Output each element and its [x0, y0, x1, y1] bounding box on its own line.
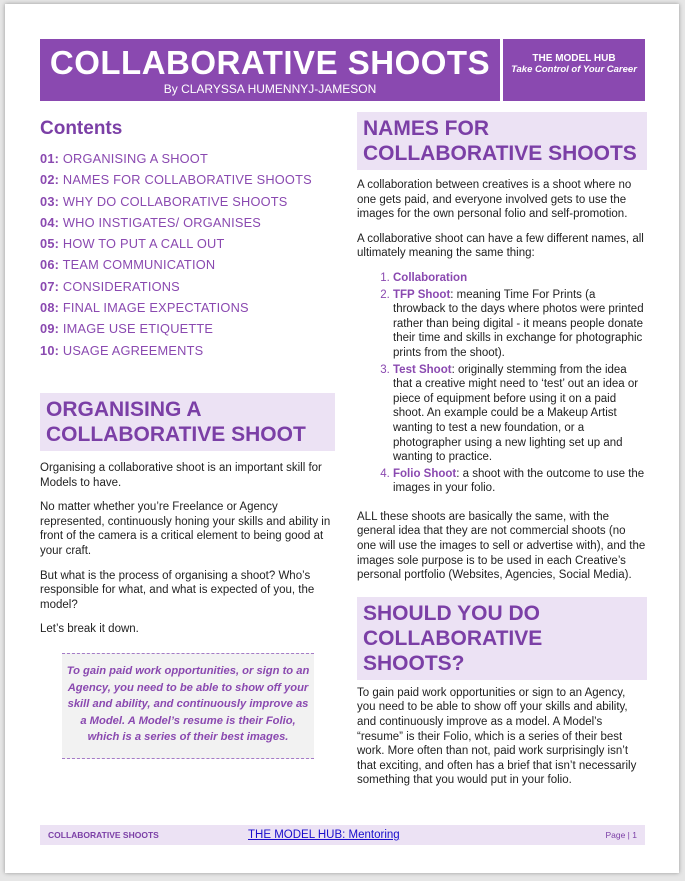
toc-number: 08: [40, 300, 60, 316]
toc-number: 07: [40, 278, 60, 294]
list-item [393, 467, 647, 496]
toc-item[interactable] [40, 297, 335, 318]
toc-number: 10: [40, 342, 60, 358]
document-page [5, 4, 679, 873]
toc-item[interactable] [40, 212, 335, 233]
list-term: Test Shoot [393, 363, 452, 376]
brand-box [503, 39, 645, 101]
list-text: : originally stemming from the idea that a creative might need to ‘test’ out an idea or piece of equipment before using it on a paid shoot. An example could be a Makeup Artist wanting to test a new foundation, or a photographer using a new lighting set up and wanting to practice. [393, 363, 639, 464]
list-item [393, 288, 647, 361]
paragraph: No matter whether you’re Freelance or Agency represented, continuously honing your skills and ability in front of the camera is a critical element to being good at your craft. [40, 501, 331, 557]
toc-label: TEAM COMMUNICATION [62, 257, 216, 273]
toc-number: 01: [40, 151, 60, 166]
page-label: Page | [605, 830, 630, 840]
toc-number: 03: [40, 193, 60, 209]
left-column [40, 112, 335, 759]
names-list [357, 271, 647, 496]
toc-label: NAMES FOR COLLABORATIVE SHOOTS [62, 172, 312, 188]
toc-number: 02: [40, 172, 60, 188]
page-num: 1 [632, 830, 637, 840]
footer-title: COLLABORATIVE SHOOTS [48, 830, 159, 840]
toc-number: 05: [40, 236, 60, 252]
contents-heading: Contents [40, 118, 123, 139]
pull-quote: To gain paid work opportunities, or sign to an Agency, you need to be able to show off your skill and ability, and continuously improve as a Model. A Model’s resume is their Folio, which is a series of their best images. [62, 653, 314, 759]
brand-tagline: Take Control of Your Career [511, 64, 637, 75]
paragraph: Let’s break it down. [40, 623, 139, 636]
list-term: TFP Shoot [393, 288, 451, 301]
author-byline: By CLARYSSA HUMENNYJ-JAMESON [163, 82, 377, 96]
table-of-contents [40, 148, 335, 361]
footer-link[interactable]: THE MODEL HUB: Mentoring [248, 829, 400, 841]
document-title: COLLABORATIVE SHOOTS [49, 44, 491, 81]
toc-item[interactable] [40, 148, 335, 169]
list-term: Folio Shoot [393, 467, 457, 480]
toc-label: USAGE AGREEMENTS [62, 342, 204, 358]
section-heading-why: SHOULD YOU DO COLLABORATIVE SHOOTS? [357, 597, 647, 680]
toc-label: IMAGE USE ETIQUETTE [62, 321, 214, 337]
toc-label: ORGANISING A SHOOT [62, 151, 208, 166]
brand-name: THE MODEL HUB [532, 53, 616, 64]
list-item [393, 363, 647, 465]
toc-number: 09: [40, 321, 60, 337]
toc-label: CONSIDERATIONS [62, 278, 180, 294]
paragraph: But what is the process of organising a shoot? Who’s responsible for what, and what is expected of you, the model? [40, 569, 315, 611]
toc-label: HOW TO PUT A CALL OUT [62, 236, 225, 252]
paragraph: To gain paid work opportunities or sign to an Agency, you need to be able to show off your skills and ability, and continuously improve as a model. A Model’s “resume” is their Folio, which is a series of their best work. More often than not, paid work surprisingly isn’t that exciting, and often has a brief that isn’t necessarily something that you would put in your folio. [357, 686, 637, 787]
page-header [40, 39, 645, 101]
list-text: : a shoot with the outcome to use the images in your folio. [393, 467, 645, 495]
right-column [357, 112, 647, 798]
paragraph: A collaborative shoot can have a few different names, all ultimately meaning the same thing: [357, 232, 644, 260]
page-footer [40, 825, 645, 845]
title-banner [40, 39, 500, 101]
toc-item[interactable] [40, 169, 335, 190]
section-heading-organising: ORGANISING A COLLABORATIVE SHOOT [40, 393, 335, 451]
list-item [393, 271, 647, 286]
toc-label: WHY DO COLLABORATIVE SHOOTS [62, 193, 288, 209]
toc-item[interactable] [40, 276, 335, 297]
toc-number: 06: [40, 257, 60, 273]
toc-item[interactable] [40, 254, 335, 275]
list-term: Collaboration [393, 271, 468, 284]
paragraph: A collaboration between creatives is a shoot where no one gets paid, and everyone involved gets to use the images for the own personal folio and self-promotion. [357, 179, 632, 221]
page-number [577, 830, 645, 840]
toc-label: WHO INSTIGATES/ ORGANISES [62, 214, 262, 230]
paragraph: Organising a collaborative shoot is an important skill for Models to have. [40, 461, 322, 489]
toc-item[interactable] [40, 191, 335, 212]
toc-item[interactable] [40, 318, 335, 339]
toc-label: FINAL IMAGE EXPECTATIONS [62, 300, 249, 316]
toc-item[interactable] [40, 340, 335, 361]
paragraph: ALL these shoots are basically the same, with the general idea that they are not commercial shoots (no one will use the images to sell or advertise with), and the images sole purpose is to be used in each Creative’s personal portfolio (Websites, Agencies, Social Media). [357, 510, 646, 582]
section-heading-names: NAMES FOR COLLABORATIVE SHOOTS [357, 112, 647, 170]
toc-item[interactable] [40, 233, 335, 254]
list-text: : meaning Time For Prints (a throwback to the days where photos were printed rather than being digital - it means people donate their time and skills in exchange for photographic prints from the shoot). [393, 288, 644, 359]
toc-number: 04: [40, 214, 60, 230]
